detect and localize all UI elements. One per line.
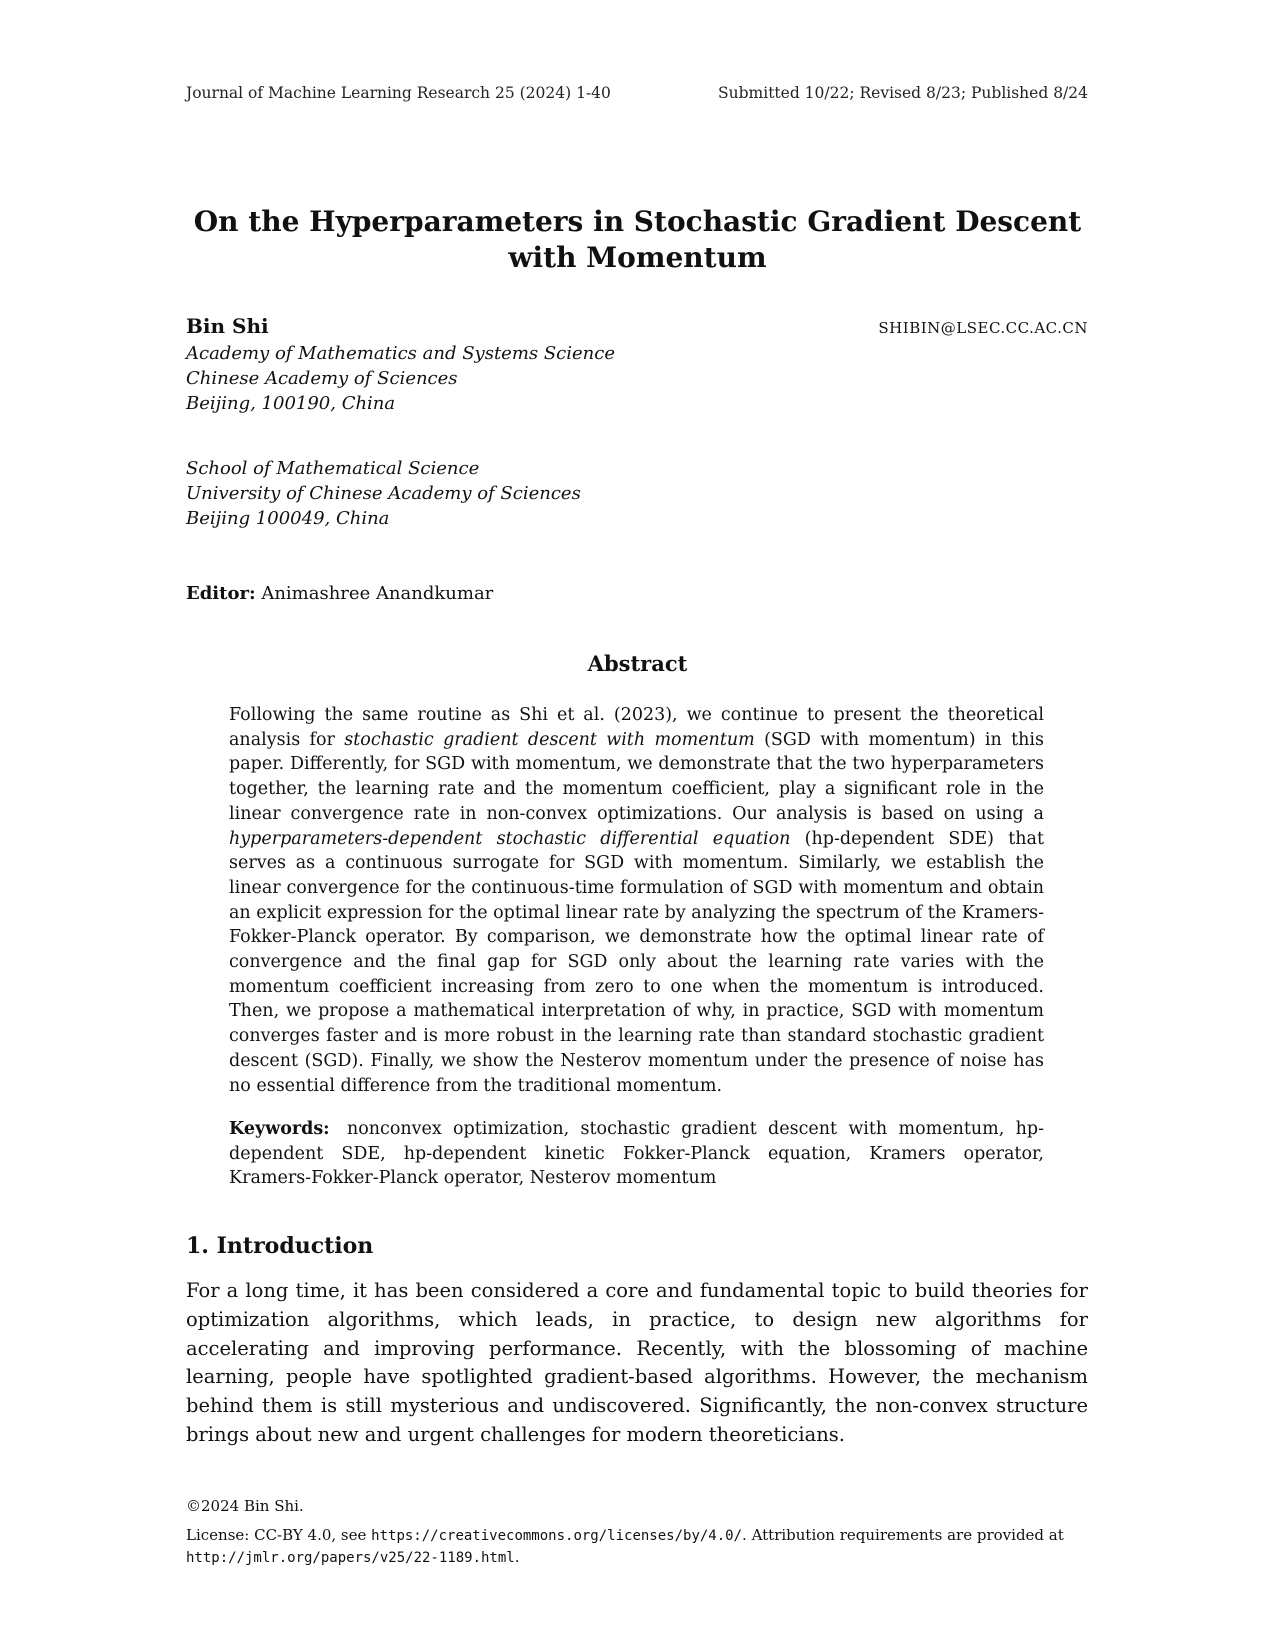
- title-line-2: with Momentum: [508, 241, 767, 274]
- section-heading-introduction: 1. Introduction: [186, 1233, 374, 1259]
- author-name: Bin Shi: [186, 314, 269, 338]
- abstract-text-part: (SGD with momentum) in this paper. Differently, for SGD with momentum, we demonstrate that the two hyperparameters together, the learning rate and the momentum coefficient, play a significant role in the linear convergence rate in non-convex optimizations. Our analysis is based on using a: [229, 729, 1044, 824]
- keywords-label: Keywords:: [229, 1119, 330, 1139]
- abstract-text-part: Following the same routine as Shi et al. (2023), we continue to present the theoretical analysis for: [229, 705, 1044, 750]
- affiliation-line: Beijing, 100190, China: [186, 393, 396, 414]
- license-text: License: CC-BY 4.0, see: [186, 1526, 372, 1544]
- author-email: SHIBIN@LSEC.CC.AC.CN: [878, 319, 1088, 337]
- affiliation-line: Beijing 100049, China: [186, 508, 390, 529]
- abstract-heading: Abstract: [587, 651, 688, 676]
- keywords: [229, 1117, 1044, 1191]
- abstract-text-part: (hp-dependent SDE) that serves as a continuous surrogate for SGD with momentum. Similarly, we establish the linear convergence for the continuous-time formulation of SGD with momentum and obtain an explicit expression for the optimal linear rate by analyzing the spectrum of the Kramers-Fokker-Planck operator. By comparison, we demonstrate how the optimal linear rate of convergence and the final gap for SGD only about the learning rate varies with the momentum coefficient increasing from zero to one when the momentum is introduced. Then, we propose a mathematical interpretation of why, in practice, SGD with momentum converges faster and is more robust in the learning rate than standard stochastic gradient descent (SGD). Finally, we show the Nesterov momentum under the presence of noise has no essential difference from the traditional momentum.: [229, 828, 1045, 1096]
- affiliation-line: Academy of Mathematics and Systems Science: [186, 343, 616, 364]
- affiliation-2: [186, 456, 581, 531]
- journal-header: Journal of Machine Learning Research 25 (2024) 1-40: [186, 84, 611, 102]
- introduction-paragraph: For a long time, it has been considered a core and fundamental topic to build theories for optimization algorithms, which leads, in practice, to design new algorithms for accelerating and improving performance. Recently, with the blossoming of machine learning, people have spotlighted gradient-based algorithms. However, the mechanism behind them is still mysterious and undiscovered. Significantly, the non-convex structure brings about new and urgent challenges for modern theoreticians.: [186, 1279, 1088, 1446]
- attribution-link[interactable]: http://jmlr.org/papers/v25/22-1189.html: [186, 1550, 515, 1566]
- title-line-1: On the Hyperparameters in Stochastic Gradient Descent: [193, 205, 1082, 238]
- abstract-emphasis: hyperparameters-dependent stochastic differential equation: [229, 828, 791, 849]
- paper-title: [150, 204, 1125, 276]
- keywords-text: nonconvex optimization, stochastic gradient descent with momentum, hp-dependent SDE, hp-dependent kinetic Fokker-Planck equation, Kramers operator, Kramers-Fokker-Planck operator, Nesterov momentum: [229, 1119, 1044, 1189]
- affiliation-line: University of Chinese Academy of Sciences: [186, 483, 581, 504]
- license-link[interactable]: https://creativecommons.org/licenses/by/4.0/: [371, 1528, 743, 1544]
- license-text: .: [514, 1548, 520, 1566]
- affiliation-1: [186, 341, 615, 416]
- license-notice: [186, 1525, 1088, 1569]
- affiliation-line: Chinese Academy of Sciences: [186, 368, 458, 389]
- editor-name: Animashree Anandkumar: [261, 583, 494, 604]
- copyright-notice: ©2024 Bin Shi.: [186, 1497, 304, 1515]
- publication-dates: Submitted 10/22; Revised 8/23; Published 8/24: [718, 84, 1088, 102]
- editor-line: [186, 583, 493, 604]
- affiliation-line: School of Mathematical Science: [186, 458, 480, 479]
- abstract-text: [229, 703, 1044, 1098]
- abstract-emphasis: stochastic gradient descent with momentum: [344, 729, 755, 750]
- license-text: . Attribution requirements are provided at: [742, 1526, 1064, 1544]
- editor-label: Editor:: [186, 583, 256, 604]
